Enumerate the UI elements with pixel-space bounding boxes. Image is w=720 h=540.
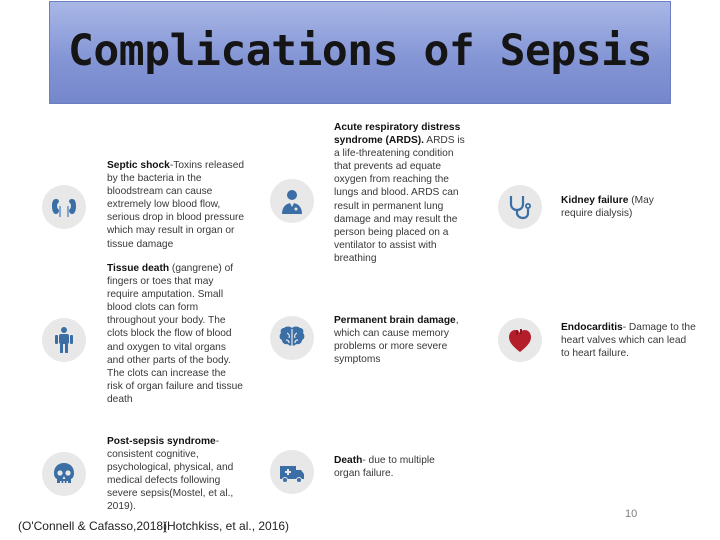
brain-damage-label: Permanent brain damage bbox=[334, 315, 456, 326]
ards-label: Acute respiratory distress syndrome (ARDS). bbox=[334, 122, 461, 147]
brain-icon bbox=[270, 316, 314, 360]
death-text bbox=[334, 454, 452, 480]
ambulance-icon bbox=[270, 450, 314, 494]
tissue-death-description: (gangrene) of fingers or toes that may require amputation. Small blood clots can form throughout your body. The clots block the flow of blood and oxygen to vital organs and other parts of the body. The clots can increase the risk of organ failure and tissue death bbox=[107, 263, 243, 405]
kidney-failure-text bbox=[561, 194, 681, 220]
ards-text bbox=[334, 121, 467, 265]
death-label: Death bbox=[334, 455, 363, 466]
kidney-failure-label: Kidney failure bbox=[561, 195, 629, 206]
skull-icon bbox=[42, 452, 86, 496]
citation-right: (Hotchkiss, et al., 2016) bbox=[163, 519, 290, 533]
brain-damage-text bbox=[334, 314, 469, 366]
septic-shock-label: Septic shock bbox=[107, 160, 170, 171]
stethoscope-icon bbox=[498, 185, 542, 229]
endocarditis-description: - Damage to the heart valves which can lead to heart failure. bbox=[561, 322, 696, 360]
tissue-death-text bbox=[107, 262, 243, 406]
slide-title: Complications of Sepsis bbox=[68, 26, 652, 76]
doctor-icon bbox=[270, 179, 314, 223]
endocarditis-label: Endocarditis bbox=[561, 322, 623, 333]
death-description: - due to multiple organ failure. bbox=[334, 455, 435, 480]
heart-icon bbox=[498, 318, 542, 362]
septic-shock-description: -Toxins released by the bacteria in the bloodstream can cause extremely low blood flow, serious drop in blood pressure which may result in organ or tissue damage bbox=[107, 160, 245, 250]
septic-shock-text bbox=[107, 159, 247, 251]
tissue-death-label: Tissue death bbox=[107, 263, 170, 274]
page-number: 10 bbox=[625, 508, 638, 520]
kidneys-icon bbox=[42, 185, 86, 229]
post-sepsis-description: -consistent cognitive, psychological, physical, and medical defects following severe sepsis(Mostel, et al., 2019). bbox=[107, 436, 234, 513]
ards-description: ARDS is a life-threatening condition that prevents ad equate oxygen from reaching the lungs and blood. ARDS can result in permanent lung damage and may result the person being placed on a ventilator to assist with breathing bbox=[334, 135, 465, 264]
post-sepsis-label: Post-sepsis syndrome bbox=[107, 436, 216, 447]
post-sepsis-text bbox=[107, 435, 245, 514]
brain-damage-description: , which can cause memory problems or more severe symptoms bbox=[334, 315, 459, 366]
citation-left: (O'Connell & Cafasso,2018) bbox=[18, 519, 168, 533]
human-body-icon bbox=[42, 318, 86, 362]
kidney-failure-description: (May require dialysis) bbox=[561, 195, 654, 220]
endocarditis-text bbox=[561, 321, 696, 360]
